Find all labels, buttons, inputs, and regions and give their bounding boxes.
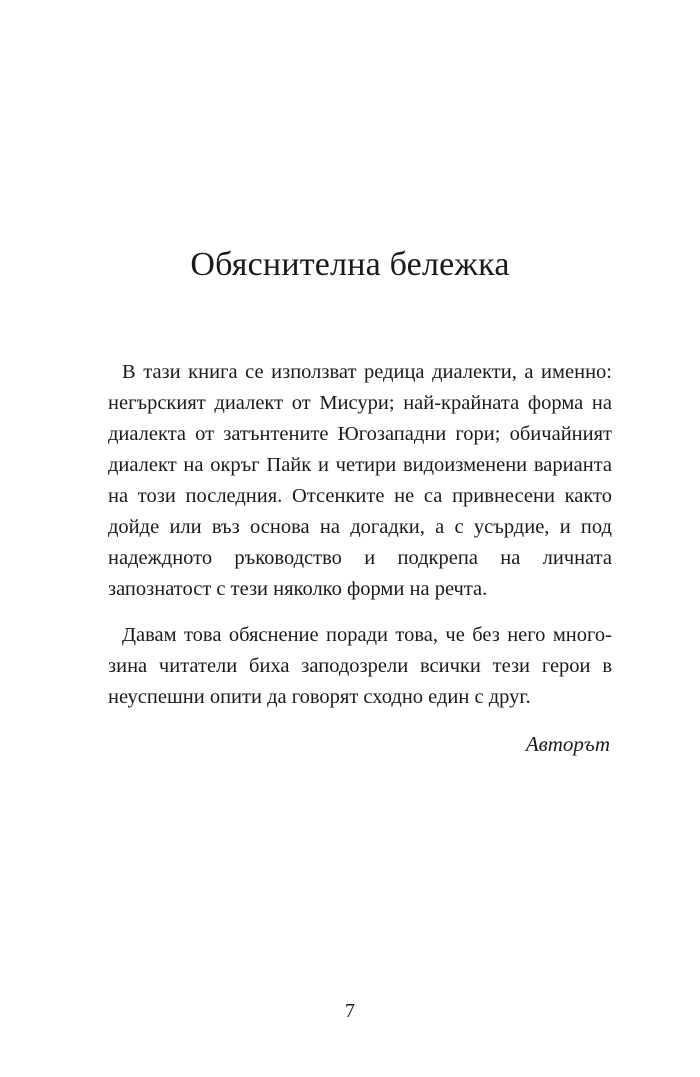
author-signature: Авторът [525,732,610,756]
page-title: Обяснителна бележка [190,246,510,283]
body-paragraph: В тази книга се използват редица диалекти, а именно: негърският диалект от Мисури; най-крайната форма на диалекта от затънтените Югозападни гори; обичайният диалект на окръг Пайк и четири видоизменени варианта на този последния. Отсенките не са привнесени както дойде или въз основа на догадки, а с усърдие, и под надеждното ръководство и подкрепа на личната запознатост с тези няколко форми на речта. [108,361,612,600]
body-paragraph: Давам това обяснение поради това, че без него многозина читатели биха заподозрели всички тези герои в неуспешни опити да говорят сходно един с друг. [108,624,612,708]
body-paragraph-2-block [108,620,612,713]
page-number: 7 [345,1000,355,1022]
body-paragraph-1-block [108,357,612,605]
